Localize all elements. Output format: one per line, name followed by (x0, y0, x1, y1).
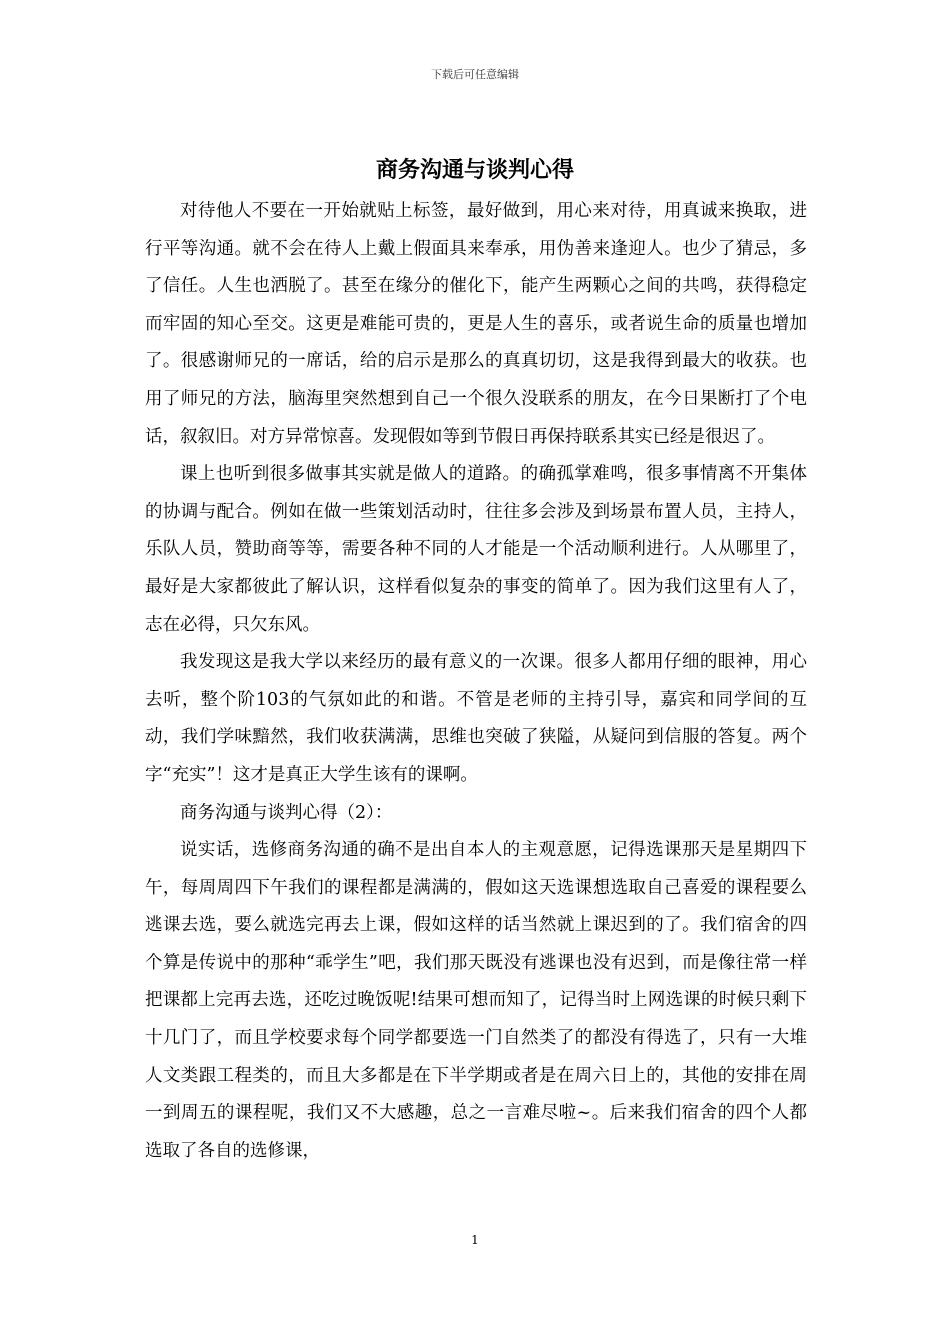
page-number: 1 (471, 1233, 479, 1247)
paragraph-4: 说实话，选修商务沟通的确不是出自本人的主观意愿，记得选课那天是星期四下午，每周周四下午我们的课程都是满满的，假如这天选课想选取自己喜爱的课程要么逃课去选，要么就选完再去上课，假如这样的话当然就上课迟到的了。我们宿舍的四个算是传说中的那种“乖学生”吧，我们那天既没有逃课也没有迟到，而是像往常一样把课都上完再去选，还吃过晚饭呢!结果可想而知了，记得当时上网选课的时候只剩下十几门了，而且学校要求每个同学都要选一门自然类了的都没有得选了，只有一大堆人文类跟工程类的，而且大多都是在下半学期或者是在周六日上的，其他的安排在周一到周五的课程呢，我们又不大感趣，总之一言难尽啦~。后来我们宿舍的四个人都选取了各自的选修课， (145, 840, 807, 1161)
paragraph-2: 课上也听到很多做事其实就是做人的道路。的确孤掌难鸣，很多事情离不开集体的协调与配合。例如在做一些策划活动时，往往多会涉及到场景布置人员，主持人，乐队人员，赞助商等等，需要各种不同的人才能是一个活动顺利进行。人从哪里了，最好是大家都彼此了解认识，这样看似复杂的事变的简单了。因为我们这里有人了，志在必得，只欠东风。 (145, 464, 807, 635)
document-body (145, 193, 807, 1170)
header-note: 下载后可任意编辑 (431, 68, 519, 81)
document-title: 商务沟通与谈判心得 (375, 157, 574, 183)
paragraph-3: 我发现这是我大学以来经历的最有意义的一次课。很多人都用仔细的眼神，用心去听，整个阶103的气氛如此的和谐。不管是老师的主持引导，嘉宾和同学间的互动，我们学味黯然，我们收获满满，思维也突破了狭隘，从疑问到信服的答复。两个字“充实”！这才是真正大学生该有的课啊。 (145, 652, 807, 785)
section-subtitle: 商务沟通与谈判心得（2）： (180, 802, 393, 823)
paragraph-1: 对待他人不要在一开始就贴上标签，最好做到，用心来对待，用真诚来换取，进行平等沟通。就不会在待人上戴上假面具来奉承，用伪善来逢迎人。也少了猜忌，多了信任。人生也洒脱了。甚至在缘分的催化下，能产生两颗心之间的共鸣，获得稳定而牢固的知心至交。这更是难能可贵的，更是人生的喜乐，或者说生命的质量也增加了。很感谢师兄的一席话，给的启示是那么的真真切切，这是我得到最大的收获。也用了师兄的方法，脑海里突然想到自己一个很久没联系的朋友，在今日果断打了个电话，叙叙旧。对方异常惊喜。发现假如等到节假日再保持联系其实已经是很迟了。 (145, 201, 807, 447)
